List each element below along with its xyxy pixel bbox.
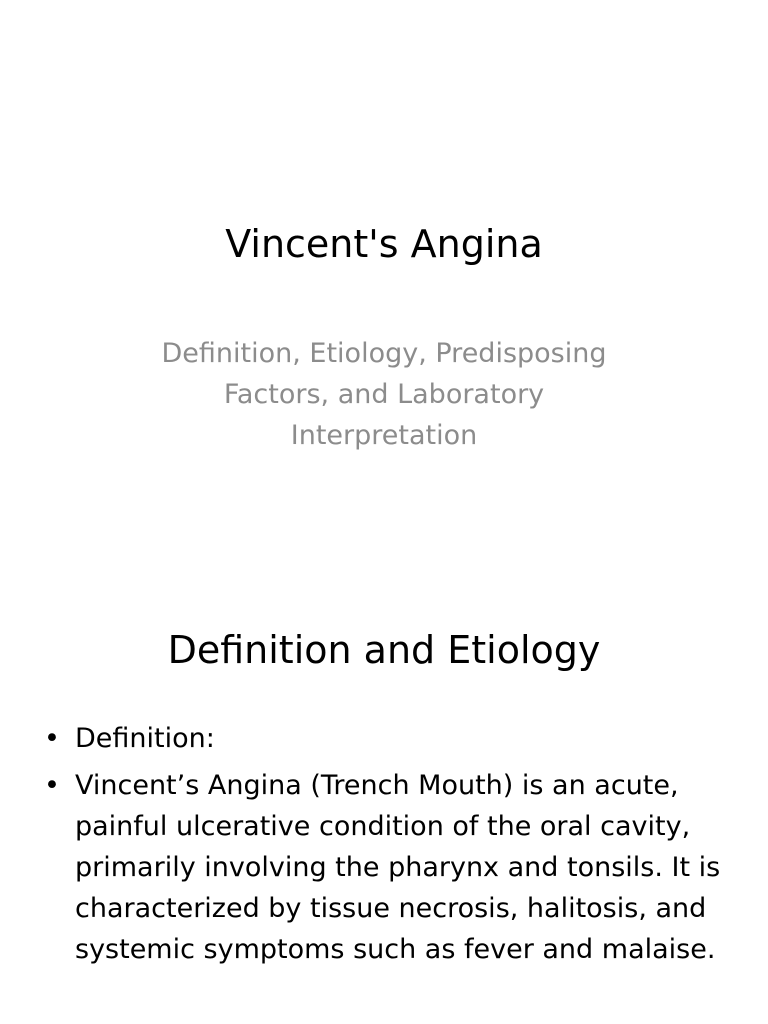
bullet-text: Definition: bbox=[75, 723, 215, 754]
bullet-item-definition-text bbox=[44, 765, 734, 970]
bullet-text: Vincent’s Angina (Trench Mouth) is an acute, painful ulcerative condition of the oral cavity, primarily involving the pharynx and tonsils. It is characterized by tissue necrosis, halitosis, and systemic symptoms such as fever and malaise. bbox=[75, 770, 721, 965]
bullet-dot-icon: • bbox=[44, 723, 60, 754]
slide-subtitle: Definition, Etiology, Predisposing Factors, and Laboratory Interpretation bbox=[161, 338, 607, 451]
section-title: Definition and Etiology bbox=[167, 628, 601, 672]
bullet-dot-icon: • bbox=[44, 770, 60, 801]
bullet-item-definition-label bbox=[44, 718, 734, 759]
bullet-list bbox=[44, 718, 734, 976]
slide-title: Vincent's Angina bbox=[225, 222, 543, 266]
